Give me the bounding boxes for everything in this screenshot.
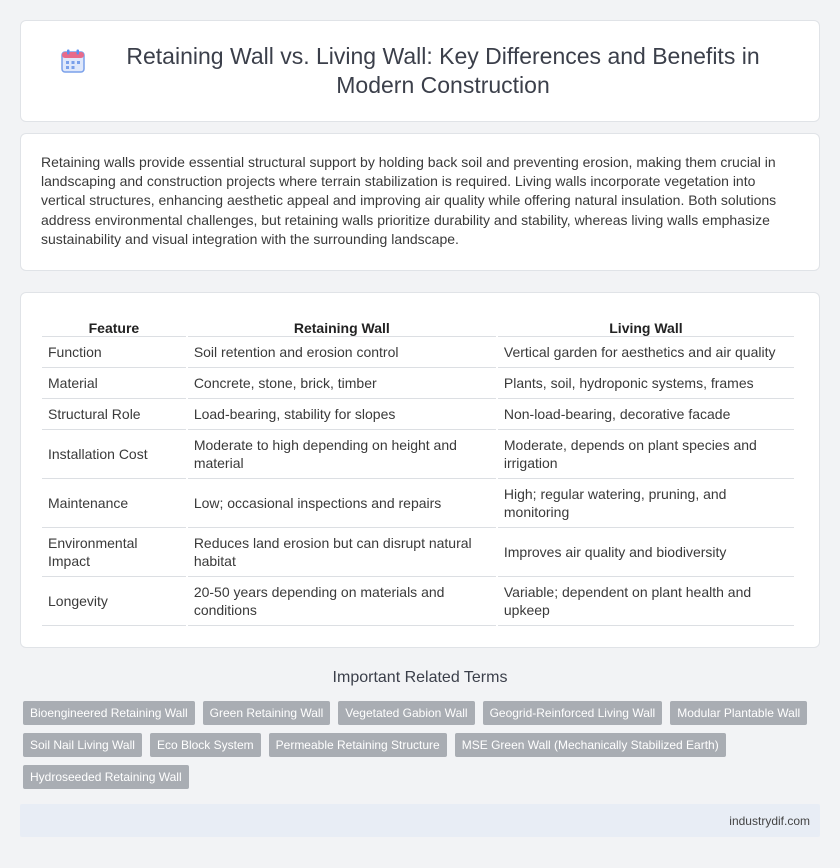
title-card — [20, 20, 820, 122]
tag-row — [23, 701, 823, 725]
tag-link[interactable]: Soil Nail Living Wall — [23, 733, 142, 757]
comparison-table — [40, 315, 796, 626]
tag-link[interactable]: Green Retaining Wall — [203, 701, 331, 725]
table-row — [42, 368, 794, 399]
row-living-value: High; regular watering, pruning, and monitoring — [498, 479, 794, 528]
related-tags — [23, 701, 823, 797]
row-feature: Longevity — [42, 577, 186, 626]
row-retaining-value: 20-50 years depending on materials and conditions — [188, 577, 496, 626]
tag-link[interactable]: Eco Block System — [150, 733, 261, 757]
table-row — [42, 337, 794, 368]
intro-card — [20, 133, 820, 271]
row-retaining-value: Soil retention and erosion control — [188, 337, 496, 368]
row-retaining-value: Moderate to high depending on height and material — [188, 430, 496, 479]
tag-link[interactable]: MSE Green Wall (Mechanically Stabilized Earth) — [455, 733, 726, 757]
header-feature: Feature — [42, 315, 186, 337]
table-row — [42, 577, 794, 626]
tag-link[interactable]: Modular Plantable Wall — [670, 701, 807, 725]
tag-row — [23, 733, 823, 757]
row-feature: Maintenance — [42, 479, 186, 528]
footer-site-link[interactable]: industrydif.com — [729, 814, 810, 828]
table-row — [42, 528, 794, 577]
row-feature: Material — [42, 368, 186, 399]
row-living-value: Moderate, depends on plant species and irrigation — [498, 430, 794, 479]
table-row — [42, 399, 794, 430]
row-retaining-value: Concrete, stone, brick, timber — [188, 368, 496, 399]
row-feature: Structural Role — [42, 399, 186, 430]
tag-link[interactable]: Hydroseeded Retaining Wall — [23, 765, 189, 789]
row-living-value: Non-load-bearing, decorative facade — [498, 399, 794, 430]
page-title: Retaining Wall vs. Living Wall: Key Differences and Benefits in Modern Construction — [126, 43, 760, 98]
row-feature: Installation Cost — [42, 430, 186, 479]
tag-link[interactable]: Bioengineered Retaining Wall — [23, 701, 195, 725]
header-living-wall: Living Wall — [498, 315, 794, 337]
row-feature: Function — [42, 337, 186, 368]
table-row — [42, 479, 794, 528]
tag-row — [23, 765, 823, 789]
tag-link[interactable]: Permeable Retaining Structure — [269, 733, 447, 757]
row-living-value: Plants, soil, hydroponic systems, frames — [498, 368, 794, 399]
row-retaining-value: Reduces land erosion but can disrupt natural habitat — [188, 528, 496, 577]
tag-link[interactable]: Vegetated Gabion Wall — [338, 701, 474, 725]
comparison-card — [20, 292, 820, 648]
header-retaining-wall: Retaining Wall — [188, 315, 496, 337]
row-living-value: Improves air quality and biodiversity — [498, 528, 794, 577]
related-terms-heading: Important Related Terms — [332, 669, 508, 686]
title-wrap — [60, 42, 780, 100]
row-retaining-value: Load-bearing, stability for slopes — [188, 399, 496, 430]
calendar-icon — [60, 48, 86, 74]
tag-link[interactable]: Geogrid-Reinforced Living Wall — [483, 701, 663, 725]
row-living-value: Vertical garden for aesthetics and air quality — [498, 337, 794, 368]
footer — [20, 804, 820, 837]
table-row — [42, 430, 794, 479]
intro-paragraph: Retaining walls provide essential structural support by holding back soil and preventing erosion, making them crucial in landscaping and construction projects where terrain stabilization is required. Living walls incorporate vegetation into vertical structures, enhancing aesthetic appeal and improving air quality while offering natural insulation. Both solutions address environmental challenges, but retaining walls prioritize durability and stability, whereas living walls emphasize sustainability and visual integration with the surrounding landscape. — [41, 154, 777, 247]
row-living-value: Variable; dependent on plant health and upkeep — [498, 577, 794, 626]
row-retaining-value: Low; occasional inspections and repairs — [188, 479, 496, 528]
row-feature: Environmental Impact — [42, 528, 186, 577]
table-header-row — [42, 315, 794, 337]
